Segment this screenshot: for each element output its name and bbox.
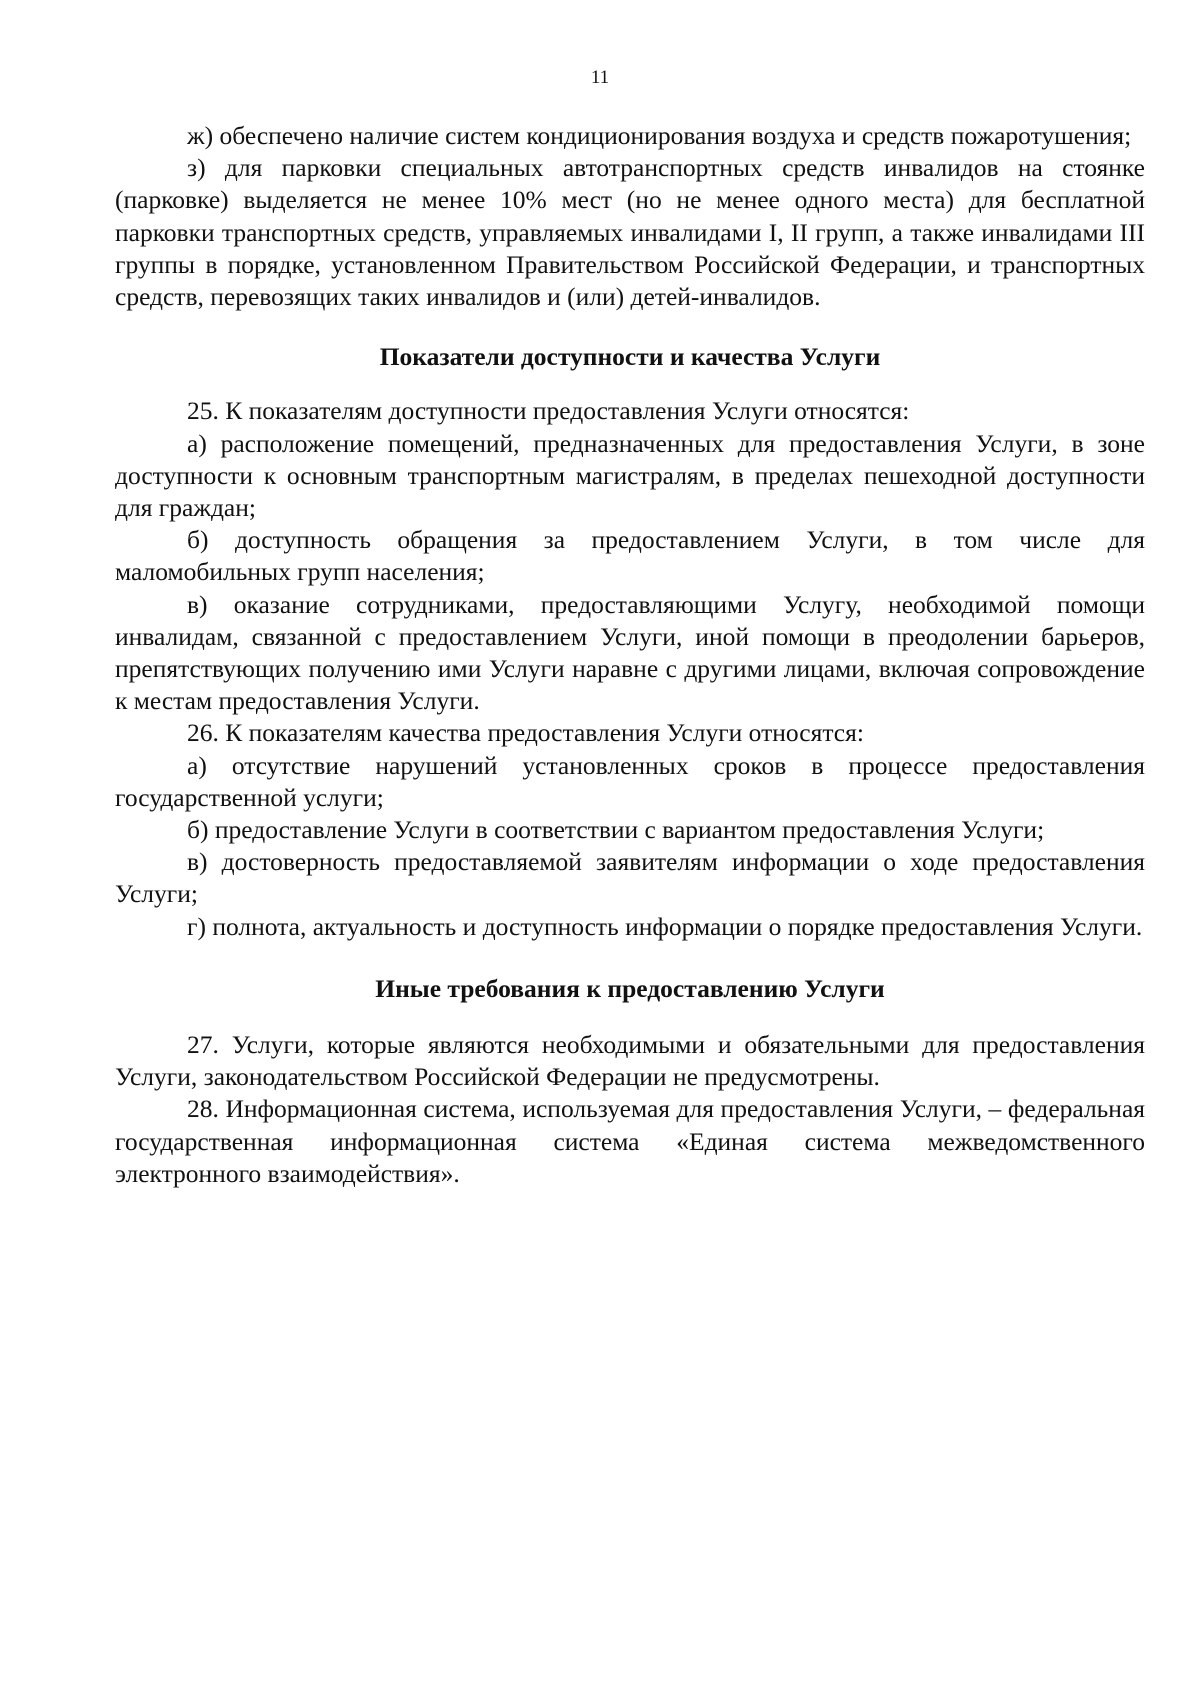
paragraph-27: 27. Услуги, которые являются необходимыми и обязательными для предоставления Услуги, законодательством Российской Федерации не предусмотрены. bbox=[115, 1030, 1145, 1092]
document-body bbox=[115, 120, 1145, 1190]
section-heading-other-requirements: Иные требования к предоставлению Услуги bbox=[375, 973, 885, 1003]
paragraph-25: 25. К показателям доступности предоставления Услуги относятся: bbox=[187, 396, 910, 426]
paragraph-25-v: в) оказание сотрудниками, предоставляющими Услугу, необходимой помощи инвалидам, связанной с предоставлением Услуги, иной помощи в преодолении барьеров, препятствующих получению ими Услуги наравне с другими лицами, включая сопровождение к местам предоставления Услуги. bbox=[115, 589, 1145, 716]
paragraph-25-a: а) расположение помещений, предназначенных для предоставления Услуги, в зоне доступности к основным транспортным магистралям, в пределах пешеходной доступности для граждан; bbox=[115, 428, 1145, 523]
paragraph-26-v: в) достоверность предоставляемой заявителям информации о ходе предоставления Услуги; bbox=[115, 847, 1145, 909]
section-heading-accessibility: Показатели доступности и качества Услуги bbox=[379, 342, 881, 372]
paragraph-z: з) для парковки специальных автотранспортных средств инвалидов на стоянке (парковке) выделяется не менее 10% мест (но не менее одного места) для бесплатной парковки транспортных средств, управляемых инвалидами I, II групп, а также инвалидами III группы в порядке, установленном Правительством Российской Федерации, и транспортных средств, перевозящих таких инвалидов и (или) детей-инвалидов. bbox=[115, 153, 1145, 312]
paragraph-zh: ж) обеспечено наличие систем кондиционирования воздуха и средств пожаротушения; bbox=[187, 121, 1132, 150]
page-number: 11 bbox=[590, 67, 610, 88]
paragraph-26-b: б) предоставление Услуги в соответствии с вариантом предоставления Услуги; bbox=[187, 815, 1045, 845]
paragraph-26-g: г) полнота, актуальность и доступность информации о порядке предоставления Услуги. bbox=[187, 911, 1143, 941]
paragraph-28: 28. Информационная система, используемая для предоставления Услуги, – федеральная государственная информационная система «Единая система межведомственного электронного взаимодействия». bbox=[115, 1094, 1145, 1188]
paragraph-25-b: б) доступность обращения за предоставлением Услуги, в том числе для маломобильных групп населения; bbox=[115, 525, 1145, 587]
paragraph-26: 26. К показателям качества предоставления Услуги относятся: bbox=[187, 718, 864, 748]
paragraph-26-a: а) отсутствие нарушений установленных сроков в процессе предоставления государственной услуги; bbox=[115, 750, 1145, 812]
